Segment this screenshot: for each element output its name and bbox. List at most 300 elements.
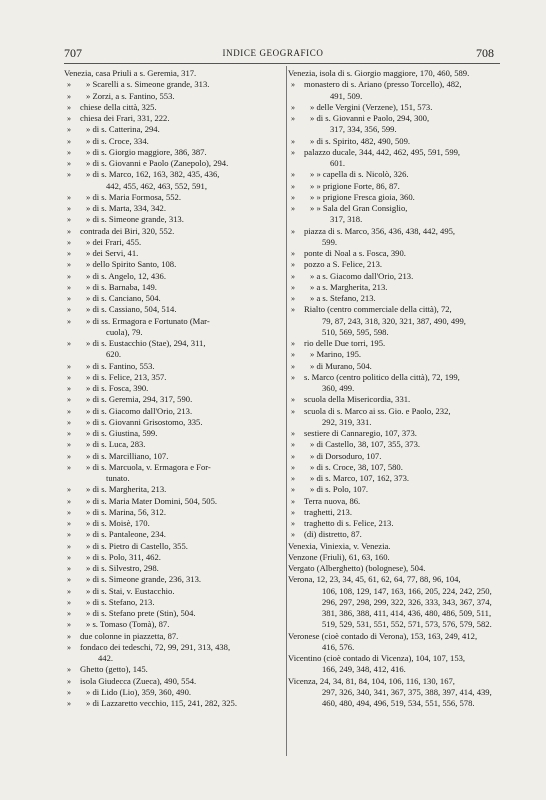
index-entry [64,518,286,529]
index-entry [64,608,286,619]
ditto-mark: » [291,147,295,157]
entry-text: 416, 576. [322,641,355,652]
index-entry [64,259,286,270]
entry-text: » a s. Giacomo dall'Orio, 213. [310,270,414,281]
entry-text: scuola di s. Marco ai ss. Gio. e Paolo, 232, [304,405,451,416]
ditto-mark: » [67,136,71,146]
ditto-mark: » [67,226,71,236]
entry-text: » di s. Cassiano, 504, 514. [86,304,177,315]
index-entry [288,259,500,270]
entry-text: ponte di Noal a s. Fosca, 390. [304,248,406,258]
ditto-mark: » [67,159,71,168]
ditto-mark: » [67,519,71,528]
index-entry [288,327,500,338]
index-entry [64,192,286,203]
index-entry [64,169,286,180]
ditto-mark: » [67,384,71,393]
entry-text: » » capella di s. Nicolò, 326. [310,169,409,180]
index-entry [64,181,286,192]
ditto-mark: » [67,485,71,495]
index-entry [288,462,500,473]
entry-text: » Marino, 195. [310,349,362,360]
ditto-mark: » [291,462,295,472]
index-entry [64,271,286,282]
index-entry [64,383,286,394]
entry-text: » di s. Eustacchio (Stae), 294, 311, [86,338,206,348]
entry-text: » dei Frari, 455. [86,236,142,247]
ditto-mark: » [67,552,71,562]
index-entry [288,136,500,147]
ditto-mark: » [291,474,295,483]
column-divider [286,66,287,756]
index-entry [64,439,286,450]
entry-text: Verona, 12, 23, 34, 45, 61, 62, 64, 77, 88, 96, 104, [288,574,461,585]
index-entry [288,608,500,619]
index-entry [288,158,500,169]
ditto-mark: » [67,372,71,382]
index-entry [288,394,500,405]
entry-text: » di s. Stefano prete (Stin), 504. [86,608,196,618]
entry-text: 166, 249, 348, 412, 416. [322,664,406,675]
entry-text: » dei Servi, 41. [86,248,139,258]
ditto-mark: » [291,305,295,315]
entry-text: chiese della città, 325. [80,101,157,112]
index-entry [288,676,500,687]
ditto-mark: » [67,631,71,641]
entry-text: » di s. Simeone grande, 313. [86,214,184,225]
ditto-mark: » [67,294,71,303]
index-entry [288,214,500,225]
index-entry [288,597,500,608]
entry-text: Venzone (Friuli), 61, 63, 160. [288,551,390,562]
ditto-mark: » [67,80,71,90]
ditto-mark: » [67,316,71,326]
entry-text: » di s. Giacomo dall'Orio, 213. [86,405,193,416]
ditto-mark: » [67,597,71,607]
entry-text: » di s. Giorgio maggiore, 386, 387. [86,146,207,157]
entry-text: 317, 334, 356, 599. [330,124,397,135]
ditto-mark: » [67,260,71,270]
entry-text: palazzo ducale, 344, 442, 462, 495, 591, 599, [304,146,461,157]
entry-text: » Zorzi, a s. Fantino, 553. [86,90,175,101]
ditto-mark: » [67,451,71,461]
ditto-mark: » [291,372,295,382]
index-entry [64,687,286,698]
ditto-mark: » [67,271,71,281]
entry-text: Ghetto (getto), 145. [80,664,148,675]
entry-text: Vicentino (cioè contado di Vicenza), 104, 107, 153, [288,653,466,663]
index-entry [64,338,286,349]
ditto-mark: » [291,80,295,90]
index-entry [64,653,286,664]
index-entry [288,282,500,293]
index-entry [64,349,286,360]
entry-text: Vergato (Alberghetto) (bolognese), 504. [288,563,426,573]
index-entry [288,293,500,304]
index-entry [64,147,286,158]
entry-text: » di s. Simeone grande, 236, 313. [86,574,202,585]
entry-text: » di s. Giovanni Grisostomo, 335. [86,416,203,427]
entry-text: 510, 569, 595, 598. [322,326,389,337]
ditto-mark: » [67,249,71,258]
entry-text: » di s. Stefano, 213. [86,596,155,607]
ditto-mark: » [67,440,71,450]
entry-text: monastero di s. Ariano (presso Torcello), 482, [304,79,462,90]
entry-text: rio delle Due torri, 195. [304,338,386,348]
entry-text: » dello Spirito Santo, 108. [86,259,177,270]
entry-text: » delle Vergini (Verzene), 151, 573. [310,101,433,112]
ditto-mark: » [67,204,71,213]
index-entry [64,676,286,687]
entry-text: » di s. Maria Mater Domini, 504, 505. [86,495,218,506]
index-entry [64,484,286,495]
entry-text: » di Murano, 504. [310,360,372,371]
entry-text: » di s. Silvestro, 298. [86,563,159,573]
index-entry [64,563,286,574]
index-entry [288,406,500,417]
index-entry [288,203,500,214]
entry-text: (di) distretto, 87. [304,529,362,540]
entry-text: isola Giudecca (Zueca), 490, 554. [80,675,197,686]
index-entry [64,642,286,653]
index-entry [64,496,286,507]
index-entry [288,563,500,574]
ditto-mark: » [67,215,71,225]
ditto-mark: » [291,192,295,202]
index-entry [288,338,500,349]
index-entry [288,507,500,518]
index-entry [288,574,500,585]
index-entry [64,394,286,405]
index-entry [288,552,500,563]
ditto-mark: » [291,102,295,112]
entry-text: » di Lazzaretto vecchio, 115, 241, 282, 325. [86,698,237,708]
ditto-mark: » [291,136,295,146]
index-entry [64,574,286,585]
entry-text: 620. [106,349,122,360]
ditto-mark: » [291,170,295,180]
entry-text: » a s. Stefano, 213. [310,293,376,303]
ditto-mark: » [291,496,295,506]
entry-text: 442. [98,653,114,663]
index-entry [288,192,500,203]
entry-text: fondaco dei tedeschi, 72, 99, 291, 313, 438, [80,641,231,652]
entry-text: Rialto (centro commerciale della città), 72, [304,304,452,315]
ditto-mark: » [291,530,295,540]
entry-text: » di s. Marcuola, v. Ermagora e For- [86,461,211,472]
ditto-mark: » [291,294,295,303]
entry-text: Vicenza, 24, 34, 81, 84, 104, 106, 116, 130, 167, [288,675,455,686]
index-entry [288,631,500,642]
index-entry [288,181,500,192]
entry-text: » di s. Marco, 107, 162, 373. [310,473,410,483]
ditto-mark: » [67,541,71,551]
index-entry [288,439,500,450]
ditto-mark: » [291,395,295,405]
index-entry [288,653,500,664]
ditto-mark: » [67,642,71,652]
ditto-mark: » [67,665,71,675]
index-entry [288,361,500,372]
index-entry [64,664,286,675]
ditto-mark: » [67,699,71,708]
index-entry [288,113,500,124]
entry-text: 292, 319, 331. [322,416,372,427]
ditto-mark: » [67,676,71,686]
entry-text: » di s. Fantino, 553. [86,360,155,371]
entry-text: » di s. Pietro di Castello, 355. [86,540,188,551]
index-entry [64,282,286,293]
index-entry [288,349,500,360]
ditto-mark: » [67,687,71,697]
index-entry [288,518,500,529]
entry-text: » di Dorsoduro, 107. [310,450,382,461]
entry-text: tunato. [106,473,130,483]
ditto-mark: » [67,125,71,135]
entry-text: 599. [322,236,338,247]
index-entry [288,484,500,495]
index-entry [64,136,286,147]
index-entry [288,383,500,394]
ditto-mark: » [67,91,71,101]
entry-text: Venexia, Viniexia, v. Venezia. [288,540,391,551]
entry-text: » di s. Luca, 283. [86,439,146,450]
index-entry [64,541,286,552]
entry-text: 296, 297, 298, 299, 322, 326, 333, 343, 367, 374, [322,596,492,607]
entry-text: piazza di s. Marco, 356, 436, 438, 442, 495, [304,225,456,236]
index-entry [288,316,500,327]
entry-text: » a s. Margherita, 213. [310,281,388,292]
entry-text: s. Marco (centro politico della città), 72, 199, [304,371,460,382]
ditto-mark: » [67,429,71,438]
entry-text: » di s. Marina, 56, 312. [86,506,166,517]
index-entry [64,428,286,439]
entry-text: 297, 326, 340, 341, 367, 375, 388, 397, 414, 439, [322,686,492,697]
entry-text: » s. Tomaso (Tomà), 87. [86,619,170,630]
entry-text: contrada dei Biri, 320, 552. [80,225,175,236]
index-entry [64,293,286,304]
index-entry [64,529,286,540]
entry-text: » di s. Maria Formosa, 552. [86,191,182,202]
ditto-mark: » [67,575,71,585]
ditto-mark: » [67,620,71,630]
page-number-left: 707 [64,46,82,60]
index-entry [288,169,500,180]
entry-text: » di s. Felice, 213, 357. [86,371,167,382]
ditto-mark: » [67,170,71,180]
index-entry [64,631,286,642]
entry-text: » di s. Giovanni e Paolo (Zanepolo), 294. [86,158,229,168]
index-entry [64,91,286,102]
index-entry [64,327,286,338]
ditto-mark: » [291,519,295,528]
entry-text: » di Castello, 38, 107, 355, 373. [310,439,421,450]
entry-text: Veronese (cioè contado di Verona), 153, 163, 249, 412, [288,630,478,641]
entry-text: 460, 480, 494, 496, 519, 534, 551, 556, 578. [322,698,475,708]
index-entry [288,102,500,113]
ditto-mark: » [67,114,71,123]
index-entry [288,79,500,90]
index-entry [288,529,500,540]
index-entry [288,372,500,383]
index-entry [288,664,500,675]
index-entry [288,642,500,653]
ditto-mark: » [291,114,295,123]
ditto-mark: » [291,282,295,292]
index-entry [288,226,500,237]
entry-text: » di s. Marta, 334, 342. [86,203,166,213]
entry-text: » di s. Pantaleone, 234. [86,529,166,540]
index-entry [64,473,286,484]
ditto-mark: » [291,339,295,348]
index-entry [64,417,286,428]
index-entry [288,687,500,698]
entry-text: 491, 509. [330,90,363,101]
entry-text: » di s. Croce, 334. [86,135,149,146]
index-entry [64,203,286,214]
index-entry [288,304,500,315]
entry-text: » » prigione Fresca gioia, 360. [310,191,415,202]
entry-text: 360, 499. [322,383,355,393]
entry-text: 601. [330,158,346,168]
ditto-mark: » [67,564,71,573]
ditto-mark: » [291,451,295,461]
entry-text: 79, 87, 243, 318, 320, 321, 387, 490, 499, [322,315,466,326]
index-entry [64,304,286,315]
index-entry [288,147,500,158]
index-entry [64,214,286,225]
entry-text: » di s. Marco, 162, 163, 382, 435, 436, [86,169,220,180]
entry-text: 381, 386, 388, 411, 414, 436, 480, 486, 509, 511, [322,608,492,618]
entry-text: » di s. Angelo, 12, 436. [86,270,166,281]
index-entry [288,619,500,630]
entry-text: traghetti, 213. [304,506,352,517]
ditto-mark: » [291,226,295,236]
entry-text: » di s. Polo, 107. [310,484,369,495]
index-entry [64,372,286,383]
ditto-mark: » [291,181,295,191]
ditto-mark: » [67,462,71,472]
index-entry [64,507,286,518]
ditto-mark: » [291,271,295,281]
entry-text: » di s. Spirito, 482, 490, 509. [310,135,411,146]
ditto-mark: » [291,406,295,416]
ditto-mark: » [291,440,295,450]
entry-text: » di s. Geremia, 294, 317, 590. [86,394,193,405]
ditto-mark: » [67,282,71,292]
index-entry [288,124,500,135]
index-entry [288,496,500,507]
index-entry [288,698,500,709]
header-rule [64,63,500,64]
index-entry [64,102,286,113]
entry-text: » di s. Marcilliano, 107. [86,450,169,461]
ditto-mark: » [291,204,295,213]
ditto-mark: » [67,609,71,618]
ditto-mark: » [291,350,295,360]
ditto-mark: » [67,507,71,517]
index-entry [64,226,286,237]
entry-text: sestiere di Cannaregio, 107, 373. [304,428,417,438]
entry-text: » di s. Moisè, 170. [86,518,150,528]
index-entry [288,417,500,428]
entry-text: 106, 108, 129, 147, 163, 166, 205, 224, 242, 250, [322,585,492,596]
ditto-mark: » [67,586,71,596]
index-entry [288,271,500,282]
ditto-mark: » [67,305,71,315]
entry-text: traghetto di s. Felice, 213. [304,518,394,528]
index-entry [288,428,500,439]
entry-text: » di s. Margherita, 213. [86,484,167,495]
entry-text: » di Lido (Lio), 359, 360, 490. [86,686,192,697]
index-entry [64,79,286,90]
entry-text: Venezia, casa Priuli a s. Geremia, 317. [64,68,197,78]
ditto-mark: » [291,260,295,270]
index-entry [64,316,286,327]
entry-text: » » prigione Forte, 86, 87. [310,180,400,191]
entry-text: due colonne in piazzetta, 87. [80,630,179,641]
index-entry [288,91,500,102]
ditto-mark: » [67,361,71,371]
index-entry [64,237,286,248]
ditto-mark: » [67,102,71,112]
entry-text: » di s. Stai, v. Eustacchio. [86,585,175,596]
index-entry [64,158,286,169]
index-entry [288,473,500,484]
entry-text: Terra nuova, 86. [304,495,361,506]
entry-text: scuola della Misericordia, 331. [304,394,411,405]
index-entry [64,451,286,462]
entry-text: » di s. Canciano, 504. [86,293,161,303]
ditto-mark: » [67,192,71,202]
ditto-mark: » [67,406,71,416]
entry-text: pozzo a S. Felice, 213. [304,259,383,270]
entry-text: » » Sala del Gran Consiglio, [310,203,408,213]
index-entry [64,406,286,417]
entry-text: » di s. Giovanni e Paolo, 294, 300, [310,113,430,123]
entry-text: » Scarelli a s. Simeone grande, 313. [86,79,210,90]
index-entry [64,248,286,259]
entry-text: » di s. Croce, 38, 107, 580. [310,461,403,472]
index-entry [64,552,286,563]
index-entry [288,451,500,462]
index-entry [64,619,286,630]
index-entry [288,586,500,597]
index-entry [288,237,500,248]
ditto-mark: » [67,339,71,348]
entry-text: 317, 318. [330,214,363,225]
entry-text: cuola), 79. [106,326,143,337]
index-entry [288,541,500,552]
index-entry [64,113,286,124]
running-title: INDICE GEOGRAFICO [222,48,324,58]
entry-text: » di s. Barnaba, 149. [86,281,157,292]
page-number-right: 708 [476,46,494,60]
ditto-mark: » [291,429,295,438]
ditto-mark: » [291,485,295,495]
ditto-mark: » [291,507,295,517]
index-entry [64,698,286,709]
entry-text: Venezia, isola di s. Giorgio maggiore, 170, 460, 589. [288,68,470,78]
entry-text: » di s. Catterina, 294. [86,124,160,135]
index-entry [64,361,286,372]
ditto-mark: » [67,417,71,427]
index-column-left [64,68,286,709]
ditto-mark: » [67,395,71,405]
entry-text: 442, 455, 462, 463, 552, 591, [106,180,207,191]
entry-text: chiesa dei Frari, 331, 222. [80,113,170,123]
ditto-mark: » [291,249,295,258]
